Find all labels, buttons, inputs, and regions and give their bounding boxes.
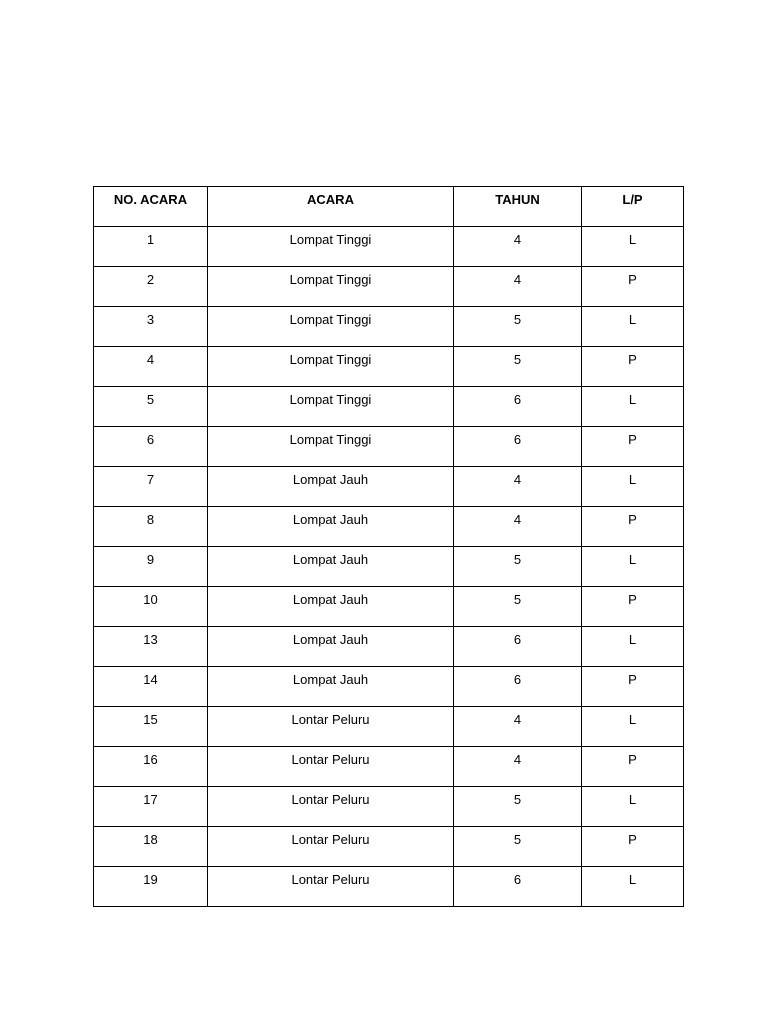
cell-acara: Lompat Jauh (208, 507, 454, 547)
cell-lp: L (582, 867, 684, 907)
cell-lp: L (582, 707, 684, 747)
cell-tahun: 4 (454, 707, 582, 747)
cell-acara: Lompat Jauh (208, 587, 454, 627)
cell-tahun: 4 (454, 507, 582, 547)
table-row (94, 307, 684, 347)
table-row (94, 267, 684, 307)
cell-no-acara: 17 (94, 787, 208, 827)
cell-acara: Lompat Tinggi (208, 427, 454, 467)
table-row (94, 747, 684, 787)
table-row (94, 707, 684, 747)
cell-acara: Lompat Jauh (208, 547, 454, 587)
cell-tahun: 6 (454, 667, 582, 707)
table-row (94, 547, 684, 587)
cell-lp: L (582, 227, 684, 267)
cell-tahun: 4 (454, 467, 582, 507)
table-row (94, 507, 684, 547)
cell-acara: Lompat Jauh (208, 627, 454, 667)
cell-acara: Lompat Tinggi (208, 387, 454, 427)
table-row (94, 427, 684, 467)
header-no-acara: NO. ACARA (94, 187, 208, 227)
header-lp: L/P (582, 187, 684, 227)
cell-no-acara: 16 (94, 747, 208, 787)
table-row (94, 827, 684, 867)
cell-tahun: 5 (454, 787, 582, 827)
cell-lp: P (582, 747, 684, 787)
table-row (94, 587, 684, 627)
cell-no-acara: 9 (94, 547, 208, 587)
table-header (94, 187, 684, 227)
cell-tahun: 5 (454, 547, 582, 587)
cell-tahun: 4 (454, 267, 582, 307)
cell-acara: Lontar Peluru (208, 827, 454, 867)
header-acara: ACARA (208, 187, 454, 227)
table-row (94, 227, 684, 267)
cell-lp: P (582, 507, 684, 547)
cell-no-acara: 1 (94, 227, 208, 267)
cell-lp: L (582, 787, 684, 827)
cell-tahun: 5 (454, 347, 582, 387)
cell-lp: L (582, 467, 684, 507)
header-row (94, 187, 684, 227)
cell-no-acara: 14 (94, 667, 208, 707)
cell-lp: P (582, 827, 684, 867)
table-row (94, 667, 684, 707)
cell-lp: P (582, 267, 684, 307)
cell-acara: Lompat Tinggi (208, 307, 454, 347)
cell-acara: Lompat Tinggi (208, 347, 454, 387)
cell-acara: Lompat Tinggi (208, 227, 454, 267)
cell-tahun: 4 (454, 747, 582, 787)
cell-no-acara: 18 (94, 827, 208, 867)
cell-acara: Lontar Peluru (208, 747, 454, 787)
cell-lp: L (582, 547, 684, 587)
cell-tahun: 6 (454, 387, 582, 427)
cell-no-acara: 7 (94, 467, 208, 507)
cell-acara: Lontar Peluru (208, 867, 454, 907)
cell-lp: L (582, 627, 684, 667)
table-row (94, 387, 684, 427)
cell-tahun: 5 (454, 587, 582, 627)
cell-lp: P (582, 667, 684, 707)
cell-acara: Lontar Peluru (208, 707, 454, 747)
cell-lp: P (582, 347, 684, 387)
cell-no-acara: 3 (94, 307, 208, 347)
cell-acara: Lompat Tinggi (208, 267, 454, 307)
table-row (94, 627, 684, 667)
cell-no-acara: 10 (94, 587, 208, 627)
cell-no-acara: 19 (94, 867, 208, 907)
cell-tahun: 5 (454, 307, 582, 347)
event-table (93, 186, 684, 907)
table-body (94, 227, 684, 907)
table-row (94, 787, 684, 827)
cell-tahun: 6 (454, 427, 582, 467)
cell-no-acara: 13 (94, 627, 208, 667)
table-row (94, 347, 684, 387)
cell-acara: Lompat Jauh (208, 467, 454, 507)
cell-no-acara: 8 (94, 507, 208, 547)
cell-no-acara: 4 (94, 347, 208, 387)
cell-lp: L (582, 387, 684, 427)
cell-tahun: 4 (454, 227, 582, 267)
cell-no-acara: 6 (94, 427, 208, 467)
cell-lp: P (582, 587, 684, 627)
cell-tahun: 6 (454, 867, 582, 907)
table-row (94, 467, 684, 507)
cell-acara: Lontar Peluru (208, 787, 454, 827)
cell-lp: L (582, 307, 684, 347)
cell-tahun: 6 (454, 627, 582, 667)
cell-lp: P (582, 427, 684, 467)
cell-acara: Lompat Jauh (208, 667, 454, 707)
cell-no-acara: 15 (94, 707, 208, 747)
cell-no-acara: 2 (94, 267, 208, 307)
header-tahun: TAHUN (454, 187, 582, 227)
table-row (94, 867, 684, 907)
cell-no-acara: 5 (94, 387, 208, 427)
cell-tahun: 5 (454, 827, 582, 867)
